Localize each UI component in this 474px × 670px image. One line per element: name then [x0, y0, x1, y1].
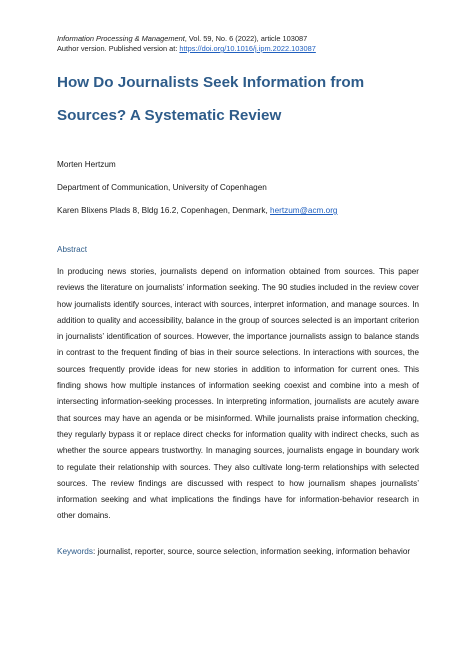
abstract-body: In producing news stories, journalists depend on information obtained from sources. This paper reviews the literature on journalists’ information seeking. The 90 studies included in the review cover how journalists identify sources, interact with sources, interpret information, and manage sources. In addition to quality and accessibility, balance in the group of sources selected is an important criterion in journalists’ identification of sources. However, the importance journalists assign to balance stands in contrast to the frequent finding of bias in their source selections. In interactions with sources, the sources frequently provide ideas for new stories in addition to information for current ones. This finding shows how multiple instances of information seeking coexist and combine into a mesh of intersecting information-seeking processes. In interpreting information, journalists are acutely aware that sources may have an agenda or be misinformed. While journalists praise information checking, they regularly bypass it or replace direct checks for information quality with indirect checks, such as whether the source appears trustworthy. In managing sources, journalists engage in boundary work to regulate their relationship with sources. They also cultivate long-term relationships with selected sources. The review findings are discussed with respect to how journalism shapes journalists’ information seeking and what implications the findings have for information-behavior research in other domains.: [57, 267, 419, 521]
keywords-label: Keywords: [57, 547, 93, 556]
address-text: Karen Blixens Plads 8, Bldg 16.2, Copenhagen, Denmark,: [57, 206, 271, 215]
abstract-heading: Abstract: [57, 245, 88, 254]
author-department: Department of Communication, University of Copenhagen: [57, 183, 267, 192]
email-link[interactable]: hertzum@acm.org: [270, 206, 338, 215]
keywords-line: [57, 546, 419, 557]
keywords-list: : journalist, reporter, source, source selection, information seeking, information behavior: [92, 547, 411, 556]
published-version-line: [57, 44, 316, 54]
journal-volume: , Vol. 59, No. 6 (2022), article 103087: [184, 34, 308, 43]
journal-name: Information Processing & Management: [57, 34, 185, 43]
version-text: Author version. Published version at:: [57, 44, 180, 53]
citation-header: [57, 34, 316, 54]
author-name: Morten Hertzum: [57, 160, 116, 169]
author-address: [57, 205, 337, 216]
journal-citation: [57, 34, 316, 44]
paper-title: How Do Journalists Seek Information from Sources? A Systematic Review: [57, 74, 365, 124]
paper-page: [57, 0, 419, 670]
doi-link[interactable]: https://doi.org/10.1016/j.ipm.2022.103087: [179, 44, 316, 53]
